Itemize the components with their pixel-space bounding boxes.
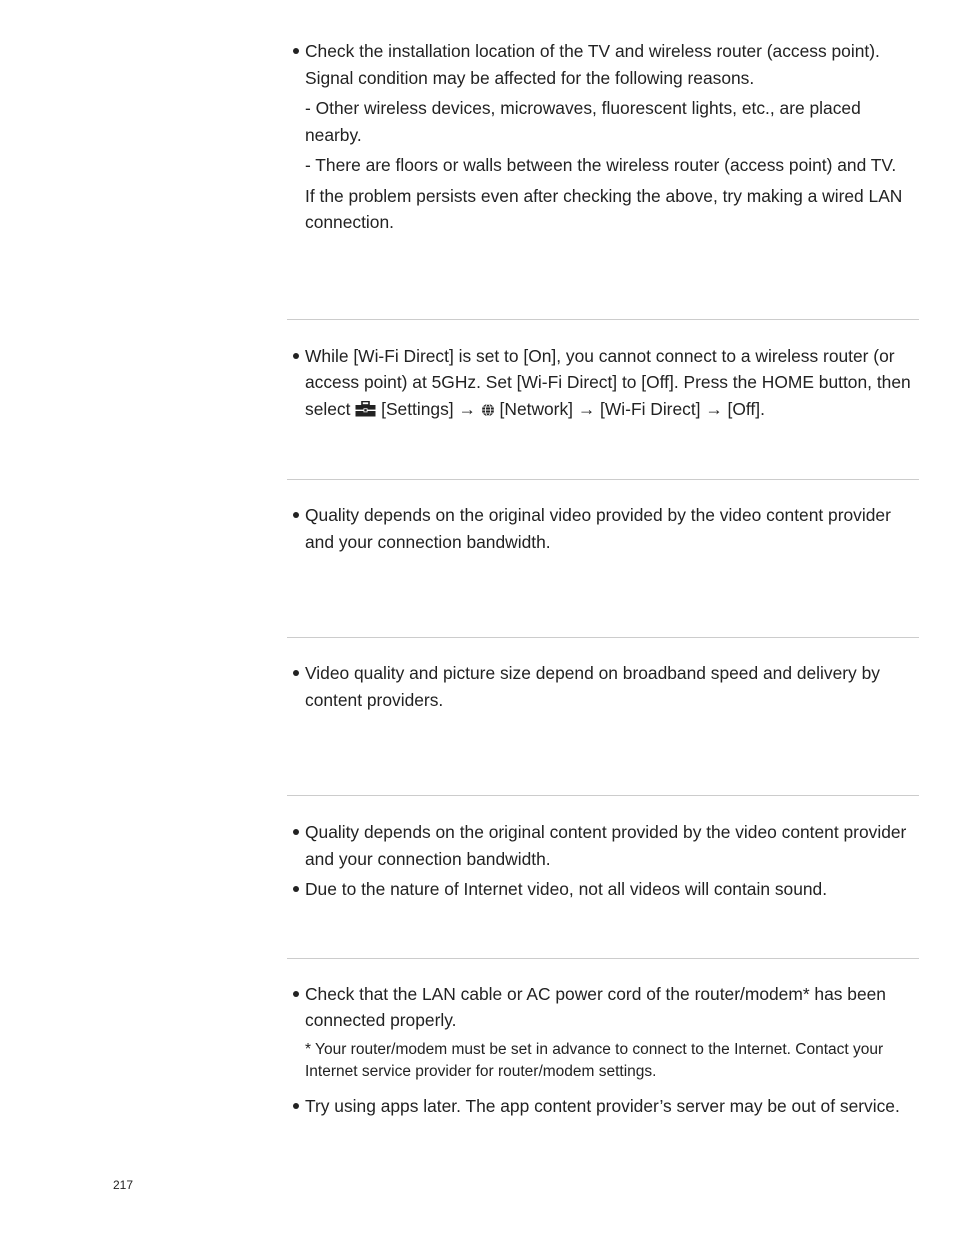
bullet-dot: [293, 670, 299, 676]
bullet-item: [287, 38, 919, 91]
globe-icon: [481, 398, 495, 425]
sub-paragraph: - There are floors or walls between the wireless router (access point) and TV.: [305, 155, 897, 175]
bullet-text: Quality depends on the original content provided by the video content provider and your connection bandwidth.: [305, 822, 907, 869]
bullet-dot: [293, 991, 299, 997]
bullet-item: [287, 343, 919, 425]
bullet-dot: [293, 512, 299, 518]
bullet-item: [287, 502, 919, 555]
bullet-text: Try using apps later. The app content provider’s server may be out of service.: [305, 1095, 900, 1116]
bullet-text: Quality depends on the original video provided by the video content provider and your connection bandwidth.: [305, 505, 891, 552]
bullet-text: Check the installation location of the TV and wireless router (access point). Signal condition may be affected for the following reasons.: [305, 41, 880, 88]
section-divider: [287, 795, 919, 796]
section-picture-size: [287, 660, 919, 713]
settings-label: [Settings] →: [381, 398, 476, 419]
bullet-item: [287, 660, 919, 713]
bullet-dot: [293, 1103, 299, 1109]
bullet-item: [287, 819, 919, 872]
bullet-dot: [293, 829, 299, 835]
section-internet-connection: [287, 981, 919, 1120]
bullet-text: Check that the LAN cable or AC power cord of the router/modem* has been connected properly.: [305, 983, 886, 1030]
section-video-quality: [287, 502, 919, 555]
section-divider: [287, 637, 919, 638]
bullet-text: While [Wi-Fi Direct] is set to [On], you cannot connect to a wireless router (or access point) at 5GHz. Set [Wi-Fi Direct] to [Off]. Press the HOME button, then select: [305, 345, 911, 419]
footnote: * Your router/modem must be set in advance to connect to the Internet. Contact your Internet service provider for router/modem settings.: [305, 1040, 884, 1080]
bullet-text: Due to the nature of Internet video, not all videos will contain sound.: [305, 879, 828, 899]
document-body: [287, 38, 919, 1119]
section-divider: [287, 479, 919, 480]
bullet-item: [287, 1093, 919, 1120]
section-signal-condition: [287, 38, 919, 236]
section-wifi-direct: [287, 343, 919, 425]
section-content-quality: [287, 819, 919, 903]
section-divider: [287, 319, 919, 320]
bullet-item: [287, 981, 919, 1034]
toolbox-icon: [355, 398, 376, 425]
bullet-text: Video quality and picture size depend on broadband speed and delivery by content providers.: [305, 663, 880, 710]
bullet-dot: [293, 353, 299, 359]
page-number: 217: [113, 1178, 134, 1192]
section-divider: [287, 958, 919, 959]
sub-paragraph: If the problem persists even after checking the above, try making a wired LAN connection.: [305, 185, 903, 232]
bullet-dot: [293, 886, 299, 892]
sub-paragraph: - Other wireless devices, microwaves, fluorescent lights, etc., are placed nearby.: [305, 98, 861, 145]
network-label: [Network] → [Wi-Fi Direct] → [Off].: [499, 398, 765, 419]
bullet-item: [287, 876, 919, 903]
bullet-dot: [293, 48, 299, 54]
